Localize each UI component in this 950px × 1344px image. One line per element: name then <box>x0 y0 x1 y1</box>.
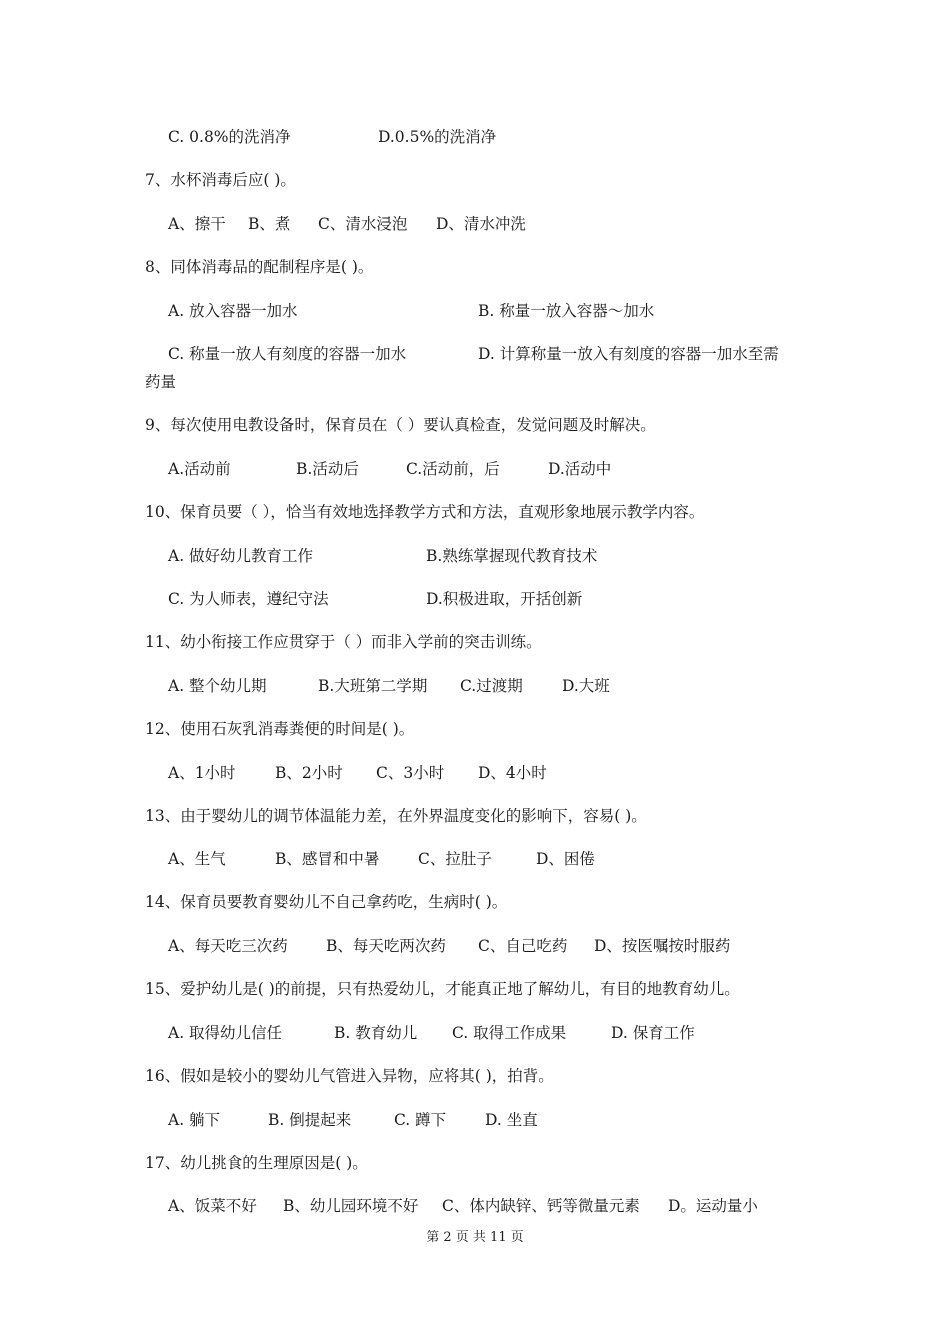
option: A. 放入容器一加水 <box>168 302 298 320</box>
option: C. 为人师表，遵纪守法 <box>168 590 329 608</box>
option: D、4小时 <box>478 764 547 782</box>
question-14: 14、保育员要教育婴幼儿不自己拿药吃，生病时( )。 <box>145 893 508 911</box>
question-17: 17、幼儿挑食的生理原因是( )。 <box>145 1154 368 1172</box>
option: C.过渡期 <box>460 677 523 695</box>
option: B、幼儿园环境不好 <box>283 1197 419 1215</box>
option: D.积极进取，开括创新 <box>426 590 583 608</box>
page-number-footer: 第 2 页 共 11 页 <box>426 1230 524 1245</box>
question-7: 7、水杯消毒后应( )。 <box>145 171 296 189</box>
option: A、擦干 <box>168 215 226 233</box>
option: D.大班 <box>562 677 610 695</box>
option: A.活动前 <box>168 460 231 478</box>
question-10: 10、保育员要（ ），恰当有效地选择教学方式和方法，直观形象地展示教学内容。 <box>145 503 705 521</box>
option: D.活动中 <box>548 460 612 478</box>
option: A、生气 <box>168 850 226 868</box>
question-9: 9、每次使用电教设备时，保育员在（ ）要认真检查，发觉问题及时解决。 <box>145 416 656 434</box>
option: C、清水浸泡 <box>318 215 408 233</box>
option: D、按医嘱按时服药 <box>594 937 731 955</box>
question-11: 11、幼小衔接工作应贯穿于（ ）而非入学前的突击训练。 <box>145 633 542 651</box>
answer-options <box>168 848 595 870</box>
option: C、体内缺锌、钙等微量元素 <box>442 1197 640 1215</box>
option: B、每天吃两次药 <box>326 937 446 955</box>
question-15: 15、爱护幼儿是( )的前提，只有热爱幼儿，才能真正地了解幼儿，有目的地教育幼儿。 <box>145 980 740 998</box>
option: B. 称量一放入容器～加水 <box>478 302 655 320</box>
option: A、每天吃三次药 <box>168 937 288 955</box>
option: B.活动后 <box>296 460 359 478</box>
option: B. 教育幼儿 <box>334 1024 418 1042</box>
option: C、拉肚子 <box>418 850 492 868</box>
option: B、2小时 <box>275 764 343 782</box>
option: C. 取得工作成果 <box>452 1024 567 1042</box>
option: A. 整个幼儿期 <box>168 677 267 695</box>
option: A、1小时 <box>168 764 236 782</box>
question-8: 8、同体消毒品的配制程序是( )。 <box>145 258 374 276</box>
answer-options <box>168 126 497 148</box>
answer-options <box>168 675 610 697</box>
option: D. 坐直 <box>485 1111 538 1129</box>
answer-options <box>168 213 526 235</box>
question-13: 13、由于婴幼儿的调节体温能力差，在外界温度变化的影响下，容易( )。 <box>145 807 647 825</box>
answer-options <box>168 588 583 610</box>
question-12: 12、使用石灰乳消毒粪便的时间是( )。 <box>145 720 415 738</box>
answer-options <box>168 300 655 322</box>
option: C. 称量一放人有刻度的容器一加水 <box>168 345 407 363</box>
option: D.0.5%的洗消净 <box>378 128 497 146</box>
option: C、自己吃药 <box>478 937 568 955</box>
option: C.活动前，后 <box>406 460 500 478</box>
option: C. 蹲下 <box>394 1111 447 1129</box>
answer-options <box>168 545 598 567</box>
option: C. 0.8%的洗消净 <box>168 128 291 146</box>
option: D、困倦 <box>536 850 595 868</box>
option: D。运动量小 <box>668 1197 758 1215</box>
answer-options <box>168 1109 538 1131</box>
answer-options <box>168 458 612 480</box>
answer-options <box>168 1022 695 1044</box>
question-16: 16、假如是较小的婴幼儿气管进入异物，应将其( )，拍背。 <box>145 1067 554 1085</box>
option: B、感冒和中暑 <box>275 850 380 868</box>
option: D. 保育工作 <box>611 1024 695 1042</box>
option: A、饭菜不好 <box>168 1197 257 1215</box>
answer-options <box>168 762 547 784</box>
option: B.大班第二学期 <box>318 677 428 695</box>
answer-options <box>168 1195 758 1217</box>
option: A. 躺下 <box>168 1111 221 1129</box>
option: C、3小时 <box>376 764 445 782</box>
option: B. 倒提起来 <box>268 1111 352 1129</box>
option: D. 计算称量一放入有刻度的容器一加水至需 <box>478 345 779 363</box>
answer-options <box>168 343 779 365</box>
option: A. 做好幼儿教育工作 <box>168 547 314 565</box>
option-continuation: 药量 <box>145 373 177 391</box>
option: A. 取得幼儿信任 <box>168 1024 283 1042</box>
answer-options <box>168 935 731 957</box>
option: D、清水冲洗 <box>436 215 526 233</box>
option: B.熟练掌握现代教育技术 <box>426 547 598 565</box>
option: B、煮 <box>248 215 291 233</box>
